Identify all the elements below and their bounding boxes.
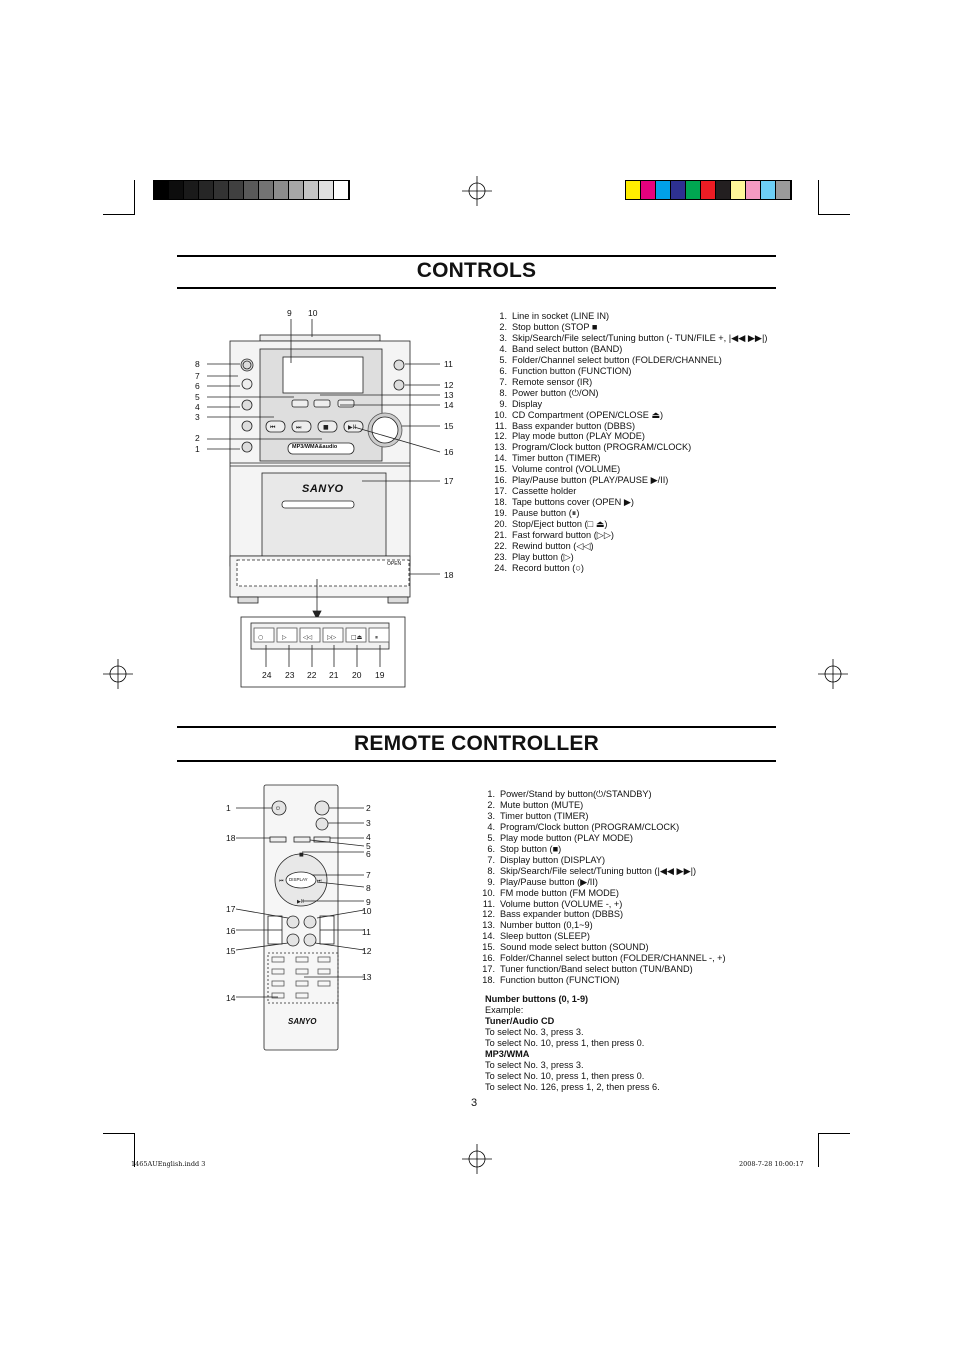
- svg-text:□⏏: □⏏: [351, 634, 363, 641]
- list-item-text: Bass expander button (DBBS): [512, 420, 636, 431]
- list-item-text: Volume control (VOLUME): [512, 464, 621, 475]
- list-item-text: Fast forward button (▷▷): [512, 530, 614, 541]
- color-swatch: [274, 181, 289, 199]
- list-item-number: 17.: [482, 964, 495, 975]
- color-swatch: [259, 181, 274, 199]
- main-unit-diagram: [190, 305, 470, 705]
- color-swatch: [716, 181, 731, 199]
- remote-rule-top: [177, 726, 776, 728]
- color-swatch: [641, 181, 656, 199]
- list-item-text: Sound mode select button (SOUND): [500, 942, 649, 953]
- list-item-number: 3.: [499, 332, 507, 343]
- list-item-number: 2.: [487, 799, 495, 810]
- list-item: [491, 508, 767, 519]
- remote-brand: SANYO: [288, 1017, 317, 1026]
- list-item-number: 14.: [494, 453, 507, 464]
- list-item-text: Number button (0,1~9): [500, 920, 593, 931]
- color-swatch: [731, 181, 746, 199]
- list-item: [491, 344, 767, 355]
- list-item-number: 7.: [499, 376, 507, 387]
- list-item: [491, 322, 767, 333]
- list-item-number: 16.: [494, 475, 507, 486]
- color-swatch: [154, 181, 169, 199]
- list-item: [491, 464, 767, 475]
- svg-text:■: ■: [299, 852, 304, 858]
- color-swatch: [746, 181, 761, 199]
- notes-mp3-2: To select No. 10, press 1, then press 0.: [485, 1070, 645, 1081]
- list-item: [491, 541, 767, 552]
- list-item: [491, 355, 767, 366]
- list-item-number: 15.: [494, 464, 507, 475]
- list-item-number: 22.: [494, 541, 507, 552]
- list-item-number: 16.: [482, 953, 495, 964]
- list-item: [479, 964, 726, 975]
- list-item: [479, 855, 726, 866]
- color-swatch: [199, 181, 214, 199]
- svg-text:⏻: ⏻: [276, 806, 280, 812]
- list-item-text: Folder/Channel select button (FOLDER/CHANNEL): [512, 354, 722, 365]
- svg-text:◁◁: ◁◁: [303, 634, 313, 641]
- list-item: [479, 888, 726, 899]
- list-item-text: Display: [512, 398, 543, 409]
- list-item-number: 6.: [487, 843, 495, 854]
- list-item-number: 7.: [487, 854, 495, 865]
- list-item: [491, 497, 767, 508]
- list-item-number: 6.: [499, 365, 507, 376]
- color-swatch: [214, 181, 229, 199]
- svg-text:▷: ▷: [282, 634, 287, 641]
- list-item: [479, 833, 726, 844]
- number-buttons-notes: [485, 994, 660, 1093]
- list-item: [491, 399, 767, 410]
- list-item: [479, 942, 726, 953]
- page-number: 3: [471, 1097, 478, 1109]
- list-item: [479, 909, 726, 920]
- list-item-text: Stop button (STOP ■: [512, 321, 598, 332]
- registration-mark-top: [462, 176, 492, 206]
- list-item-number: 20.: [494, 519, 507, 530]
- list-item-text: Play/Pause button (▶/II): [500, 876, 598, 887]
- list-item-number: 5.: [499, 354, 507, 365]
- list-item: [479, 953, 726, 964]
- list-item-number: 19.: [494, 508, 507, 519]
- color-swatch: [169, 181, 184, 199]
- color-swatch: [626, 181, 641, 199]
- notes-mp3-heading: MP3/WMA: [485, 1048, 530, 1059]
- list-item: [479, 811, 726, 822]
- list-item-number: 11.: [494, 420, 507, 431]
- list-item-number: 8.: [487, 865, 495, 876]
- list-item-number: 1.: [487, 789, 495, 799]
- list-item: [491, 442, 767, 453]
- list-item-text: Play/Pause button (PLAY/PAUSE ▶/II): [512, 475, 669, 486]
- list-item-number: 13.: [482, 920, 495, 931]
- main-unit-badge: MP3/WMA&audio: [292, 444, 338, 450]
- color-swatch: [334, 181, 349, 199]
- svg-text:▶II: ▶II: [297, 899, 304, 905]
- list-item-text: Stop/Eject button (□ ⏏): [512, 519, 608, 530]
- list-item-number: 12.: [494, 431, 507, 442]
- list-item: [491, 333, 767, 344]
- list-item: [491, 366, 767, 377]
- list-item-text: Bass expander button (DBBS): [500, 909, 624, 920]
- list-item: [479, 975, 726, 986]
- list-item-text: Cassette holder: [512, 486, 577, 497]
- list-item-number: 13.: [494, 442, 507, 453]
- list-item-text: Display button (DISPLAY): [500, 854, 606, 865]
- color-swatch: [304, 181, 319, 199]
- list-item-text: Band select button (BAND): [512, 343, 623, 354]
- color-swatch: [184, 181, 199, 199]
- remote-list: [479, 789, 726, 986]
- list-item: [491, 519, 767, 530]
- list-item-text: Mute button (MUTE): [500, 799, 584, 810]
- list-item-number: 2.: [499, 321, 507, 332]
- list-item-text: Program/Clock button (PROGRAM/CLOCK): [500, 821, 680, 832]
- list-item: [479, 789, 726, 800]
- list-item-number: 8.: [499, 387, 507, 398]
- list-item: [479, 920, 726, 931]
- list-item-text: Skip/Search/File select/Tuning button (- TUN/FILE +, |◀◀ ▶▶|): [512, 332, 768, 343]
- notes-tuner-heading: Tuner/Audio CD: [485, 1015, 555, 1026]
- notes-mp3-1: To select No. 3, press 3.: [485, 1059, 584, 1070]
- color-swatch: [244, 181, 259, 199]
- list-item-text: Play mode button (PLAY MODE): [512, 431, 645, 442]
- list-item-text: Sleep button (SLEEP): [500, 931, 590, 942]
- list-item-number: 12.: [482, 909, 495, 920]
- svg-text:⏮: ⏮: [279, 878, 284, 884]
- svg-text:▶II: ▶II: [348, 424, 357, 431]
- color-swatch: [776, 181, 791, 199]
- list-item: [491, 563, 767, 574]
- list-item-number: 23.: [494, 551, 507, 562]
- slug-date: 2008-7-28 10:00:17: [739, 1160, 804, 1168]
- list-item-text: FM mode button (FM MODE): [500, 887, 619, 898]
- notes-mp3-3: To select No. 126, press 1, 2, then press 6.: [485, 1081, 660, 1092]
- registration-mark-left: [103, 659, 133, 689]
- list-item-text: Line in socket (LINE IN): [512, 311, 610, 321]
- list-item-number: 3.: [487, 810, 495, 821]
- tape-open-label: OPEN: [387, 561, 402, 567]
- list-item-text: CD Compartment (OPEN/CLOSE ⏏): [512, 409, 664, 420]
- list-item-number: 18.: [494, 497, 507, 508]
- notes-heading: Number buttons (0, 1-9): [485, 994, 589, 1004]
- svg-text:⏭: ⏭: [296, 424, 302, 431]
- list-item-number: 4.: [499, 343, 507, 354]
- list-item-text: Power/Stand by button(⏻/STANDBY): [500, 789, 652, 799]
- svg-text:⏸: ⏸: [375, 634, 379, 641]
- process-color-bar: [625, 180, 792, 200]
- list-item-text: Rewind button (◁◁): [512, 541, 594, 552]
- list-item-text: Function button (FUNCTION): [500, 975, 620, 986]
- list-item: [479, 899, 726, 910]
- remote-title: REMOTE CONTROLLER: [354, 732, 599, 755]
- list-item-text: Remote sensor (IR): [512, 376, 593, 387]
- list-item-text: Play mode button (PLAY MODE): [500, 832, 633, 843]
- list-item-text: Function button (FUNCTION): [512, 365, 632, 376]
- list-item-number: 14.: [482, 931, 495, 942]
- grayscale-color-bar: [153, 180, 350, 200]
- notes-tuner-1: To select No. 3, press 3.: [485, 1026, 584, 1037]
- list-item: [479, 822, 726, 833]
- svg-text:○: ○: [258, 634, 264, 641]
- svg-text:■: ■: [323, 424, 329, 431]
- list-item-text: Skip/Search/File select/Tuning button (|◀◀ ▶▶|): [500, 865, 697, 876]
- list-item-number: 11.: [482, 898, 495, 909]
- list-item: [479, 800, 726, 811]
- svg-text:⏮: ⏮: [270, 424, 276, 431]
- list-item: [479, 844, 726, 855]
- controls-list: [491, 311, 767, 574]
- list-item-text: Program/Clock button (PROGRAM/CLOCK): [512, 442, 692, 453]
- color-swatch: [761, 181, 776, 199]
- list-item: [479, 877, 726, 888]
- list-item: [491, 530, 767, 541]
- list-item: [491, 453, 767, 464]
- list-item: [491, 486, 767, 497]
- notes-tuner-2: To select No. 10, press 1, then press 0.: [485, 1037, 645, 1048]
- list-item: [491, 388, 767, 399]
- list-item-text: Stop button (■): [500, 843, 562, 854]
- controls-rule-bottom: [177, 287, 776, 289]
- list-item-number: 1.: [499, 311, 507, 321]
- list-item: [491, 421, 767, 432]
- list-item-number: 10.: [482, 887, 495, 898]
- color-swatch: [671, 181, 686, 199]
- registration-mark-right: [818, 659, 848, 689]
- main-unit-brand: SANYO: [302, 483, 344, 495]
- color-swatch: [229, 181, 244, 199]
- list-item: [491, 552, 767, 563]
- list-item: [491, 431, 767, 442]
- list-item-text: Tuner function/Band select button (TUN/BAND): [500, 964, 693, 975]
- color-swatch: [701, 181, 716, 199]
- list-item-text: Pause button (⏸): [512, 508, 580, 519]
- registration-mark-bottom: [462, 1144, 492, 1174]
- list-item-number: 15.: [482, 942, 495, 953]
- list-item-text: Folder/Channel select button (FOLDER/CHANNEL -, +): [500, 953, 726, 964]
- list-item-number: 17.: [494, 486, 507, 497]
- list-item-number: 18.: [482, 975, 495, 986]
- list-item-number: 24.: [494, 562, 507, 573]
- remote-rule-bottom: [177, 760, 776, 762]
- list-item-text: Tape buttons cover (OPEN ▶): [512, 497, 634, 508]
- color-swatch: [319, 181, 334, 199]
- list-item-text: Timer button (TIMER): [500, 810, 589, 821]
- controls-title: CONTROLS: [416, 259, 537, 282]
- list-item: [479, 931, 726, 942]
- list-item: [479, 866, 726, 877]
- list-item-text: Play button (▷): [512, 551, 574, 562]
- remote-display-label: DISPLAY: [289, 877, 308, 882]
- svg-text:⏭: ⏭: [317, 878, 322, 884]
- list-item-number: 10.: [494, 409, 507, 420]
- list-item-number: 9.: [487, 876, 495, 887]
- list-item: [491, 311, 767, 322]
- color-swatch: [686, 181, 701, 199]
- list-item-text: Volume button (VOLUME -, +): [500, 898, 623, 909]
- list-item-number: 5.: [487, 832, 495, 843]
- list-item: [491, 475, 767, 486]
- color-swatch: [656, 181, 671, 199]
- list-item-number: 9.: [499, 398, 507, 409]
- list-item-text: Power button (⏻/ON): [512, 387, 599, 398]
- svg-text:▷▷: ▷▷: [327, 634, 337, 641]
- list-item: [491, 410, 767, 421]
- slug-file: 1465AUEnglish.indd 3: [131, 1160, 206, 1168]
- list-item-text: Record button (○): [512, 562, 584, 573]
- list-item: [491, 377, 767, 388]
- controls-rule-top: [177, 255, 776, 257]
- list-item-number: 21.: [494, 530, 507, 541]
- notes-example: Example:: [485, 1004, 524, 1015]
- list-item-number: 4.: [487, 821, 495, 832]
- list-item-text: Timer button (TIMER): [512, 453, 601, 464]
- color-swatch: [289, 181, 304, 199]
